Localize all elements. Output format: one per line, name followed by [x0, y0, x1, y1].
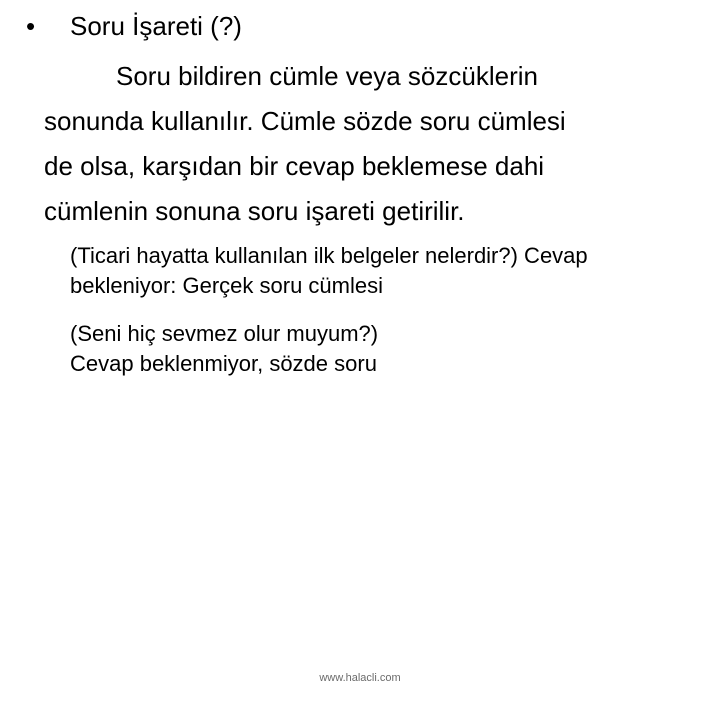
example-line: (Ticari hayatta kullanılan ilk belgeler nelerdir?) Cevap — [70, 243, 588, 268]
explanation-paragraph — [44, 54, 684, 234]
example-line: (Seni hiç sevmez olur muyum?) — [70, 321, 379, 346]
example-line: bekleniyor: Gerçek soru cümlesi — [70, 273, 384, 298]
footer-watermark: www.halacli.com — [319, 672, 401, 684]
paragraph-line: sonunda kullanılır. Cümle sözde soru cümlesi — [44, 106, 566, 136]
example-line: Cevap beklenmiyor, sözde soru — [70, 351, 377, 376]
section-heading — [26, 10, 242, 42]
paragraph-line: de olsa, karşıdan bir cevap beklemese dahi — [44, 151, 545, 181]
bullet-icon: • — [26, 11, 36, 41]
example-genuine-question — [70, 241, 690, 301]
example-rhetorical-question — [70, 319, 690, 379]
heading-text: Soru İşareti (?) — [70, 11, 242, 41]
paragraph-line: cümlenin sonuna soru işareti getirilir. — [44, 196, 465, 226]
paragraph-line: Soru bildiren cümle veya sözcüklerin — [116, 61, 538, 91]
